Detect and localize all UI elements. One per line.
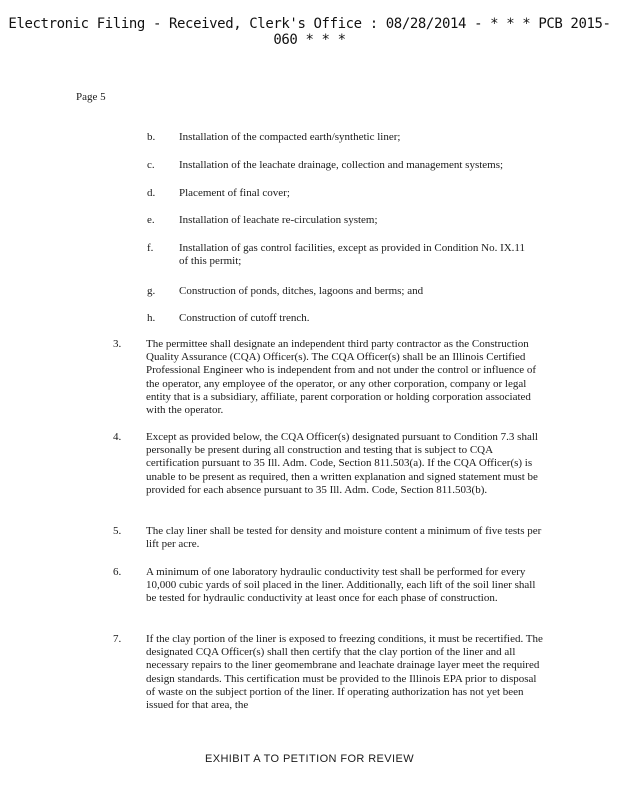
condition-item bbox=[113, 566, 543, 606]
condition-number: 7. bbox=[113, 633, 122, 645]
sub-item-letter: f. bbox=[147, 242, 154, 254]
condition-item bbox=[113, 525, 543, 551]
sub-item-letter: h. bbox=[147, 312, 156, 324]
sub-item-text: Construction of cutoff trench. bbox=[179, 312, 310, 324]
condition-item bbox=[113, 431, 543, 497]
sub-item-text: Installation of the compacted earth/synthetic liner; bbox=[179, 131, 401, 143]
condition-text: The clay liner shall be tested for density and moisture content a minimum of five tests per lift per acre. bbox=[146, 525, 542, 551]
condition-number: 3. bbox=[113, 338, 122, 350]
sub-item bbox=[147, 159, 547, 172]
condition-number: 4. bbox=[113, 431, 122, 443]
sub-item-letter: g. bbox=[147, 285, 156, 297]
sub-item-text: Construction of ponds, ditches, lagoons and berms; and bbox=[179, 285, 424, 297]
condition-text: If the clay portion of the liner is exposed to freezing conditions, it must be recertified. The designated CQA Officer(s) shall then certify that the clay portion of the liner and all necessary repairs to the liner geomembrane and leachate drainage layer meet the required design standards. This certification must be provided to the Illinois EPA prior to disposal of waste on the subject portion of the liner. If operating authorization has not yet been issued for that area, the bbox=[146, 633, 543, 712]
sub-item-letter: b. bbox=[147, 131, 156, 143]
sub-item bbox=[147, 214, 547, 227]
sub-item bbox=[147, 285, 547, 298]
condition-text: A minimum of one laboratory hydraulic conductivity test shall be performed for every 10,000 cubic yards of soil placed in the liner. Additionally, each lift of the soil liner shall be tested for hydraulic conductivity at least once for each phase of construction. bbox=[146, 566, 536, 605]
condition-item bbox=[113, 338, 543, 417]
page-number: Page 5 bbox=[76, 91, 106, 103]
exhibit-footer: EXHIBIT A TO PETITION FOR REVIEW bbox=[204, 753, 414, 765]
condition-text: The permittee shall designate an independent third party contractor as the Construction Quality Assurance (CQA) Officer(s). The CQA Officer(s) shall be an Illinois Certified Professional Engineer who is independent from and not under the control or influence of the operator, any employee of the operator, or any other corporation, company or legal entity that is a subsidiary, affiliate, parent corporation or holding corporation associated with the operator. bbox=[146, 338, 537, 417]
sub-item-text: Installation of leachate re-circulation system; bbox=[179, 214, 378, 226]
sub-item bbox=[147, 131, 547, 144]
filing-stamp: Electronic Filing - Received, Clerk's Office : 08/28/2014 - * * * PCB 2015-060 * * * bbox=[8, 16, 611, 48]
condition-number: 5. bbox=[113, 525, 122, 537]
sub-item-text: Installation of gas control facilities, except as provided in Condition No. IX.11 of this permit; bbox=[179, 242, 526, 267]
sub-item bbox=[147, 242, 527, 268]
sub-item-text: Placement of final cover; bbox=[179, 187, 290, 199]
condition-text: Except as provided below, the CQA Officer(s) designated pursuant to Condition 7.3 shall personally be present during all construction and testing that is subject to CQA certification pursuant to 35 Ill. Adm. Code, Section 811.503(a). If the CQA Officer(s) is unable to be present as required, then a written explanation and signed statement must be provided for each absence pursuant to 35 Ill. Adm. Code, Section 811.503(b). bbox=[146, 431, 538, 496]
condition-number: 6. bbox=[113, 566, 122, 578]
sub-item-letter: e. bbox=[147, 214, 155, 226]
sub-item-letter: d. bbox=[147, 187, 156, 199]
sub-item-letter: c. bbox=[147, 159, 155, 171]
sub-item bbox=[147, 312, 547, 325]
sub-item bbox=[147, 187, 547, 200]
condition-item bbox=[113, 633, 543, 712]
sub-item-text: Installation of the leachate drainage, collection and management systems; bbox=[179, 159, 504, 171]
